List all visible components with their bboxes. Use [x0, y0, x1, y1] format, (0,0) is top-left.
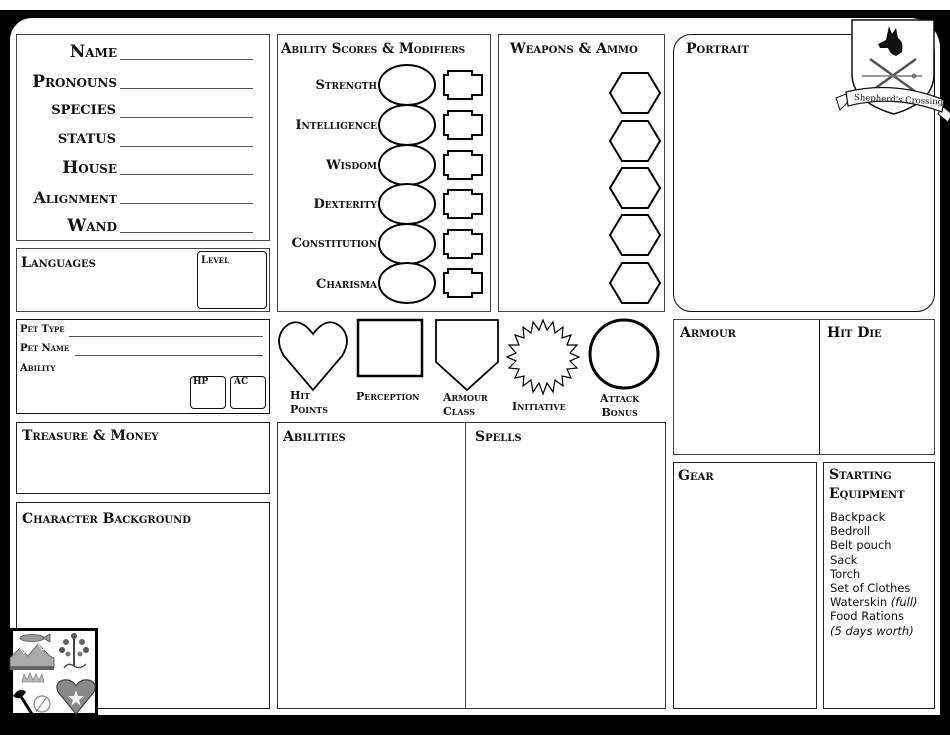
- hit-points-label-line2: Points: [290, 403, 329, 416]
- alignment-label: Alignment: [33, 188, 117, 207]
- species-label: SPECIES: [51, 103, 116, 118]
- equipment-item: Food Rations: [830, 609, 905, 624]
- treasure-title: Treasure & Money: [22, 428, 159, 444]
- initiative-starburst-icon[interactable]: [507, 320, 579, 394]
- attack-bonus-label-line1: Attack: [600, 392, 640, 405]
- equipment-item: Torch: [830, 566, 861, 581]
- portrait-title: Portrait: [686, 41, 750, 57]
- constitution-score-oval[interactable]: [379, 224, 435, 264]
- equipment-item: (5 days worth): [830, 623, 914, 638]
- status-field[interactable]: [120, 146, 253, 147]
- equipment-item: Waterskin (full): [830, 595, 918, 610]
- wisdom-label: Wisdom: [326, 158, 377, 173]
- ability-scores-title: Ability Scores & Modifiers: [281, 41, 466, 57]
- weapons-title: Weapons & Ammo: [510, 41, 638, 57]
- level-label: Level: [201, 255, 230, 266]
- weapon-slot-4[interactable]: [610, 215, 660, 255]
- strength-score-oval[interactable]: [379, 65, 435, 105]
- initiative-label: Initiative: [512, 400, 566, 413]
- identity-panel: [16, 34, 270, 241]
- dexterity-modifier-box[interactable]: [444, 190, 482, 218]
- wisdom-modifier-box[interactable]: [444, 151, 482, 179]
- gear-panel[interactable]: [673, 462, 817, 709]
- pet-name-label: Pet Name: [20, 343, 70, 354]
- strength-modifier-box[interactable]: [444, 71, 482, 99]
- ability-score-shapes: [376, 62, 496, 322]
- background-title: Character Background: [22, 511, 191, 527]
- equipment-item: Bedroll: [830, 524, 871, 539]
- pronouns-field[interactable]: [120, 88, 253, 89]
- pet-ability-label: Ability: [20, 363, 56, 374]
- constitution-modifier-box[interactable]: [444, 230, 482, 258]
- weapon-slot-5[interactable]: [610, 263, 660, 303]
- armour-title: Armour: [680, 325, 736, 341]
- charisma-score-oval[interactable]: [379, 263, 435, 303]
- house-crest-icon: [834, 14, 950, 124]
- abilities-area[interactable]: [278, 423, 464, 708]
- pet-hp-label: HP: [193, 377, 209, 387]
- species-field[interactable]: [120, 117, 253, 118]
- starting-equipment-title-line1: Starting: [829, 467, 892, 483]
- spells-title: Spells: [475, 429, 522, 445]
- attack-bonus-label: [600, 392, 639, 420]
- name-label: Name: [69, 42, 117, 62]
- abilities-title: Abilities: [283, 429, 346, 445]
- dexterity-score-oval[interactable]: [379, 184, 435, 224]
- charisma-label: Charisma: [316, 277, 377, 292]
- weapon-slot-3[interactable]: [610, 168, 660, 208]
- perception-label: Perception: [356, 390, 420, 403]
- strength-label: Strength: [315, 78, 377, 93]
- hit-points-label: [290, 389, 328, 417]
- pronouns-label: Pronouns: [32, 72, 117, 92]
- gear-title: Gear: [678, 468, 714, 484]
- hit-die-title: Hit Die: [827, 325, 882, 341]
- spells-area[interactable]: [467, 423, 664, 708]
- starting-equipment-title-line2: Equipment: [829, 486, 905, 502]
- equipment-item: Sack: [830, 552, 858, 567]
- crest-banner-text: Shepherd's Crossing: [853, 92, 944, 108]
- pet-type-label: Pet Type: [20, 324, 65, 335]
- armour-class-label-line2: Class: [443, 405, 475, 418]
- hit-points-heart-icon[interactable]: [279, 322, 347, 390]
- house-emblems-icon: [10, 628, 98, 716]
- abilities-spells-divider: [465, 423, 466, 709]
- equipment-item: Backpack: [830, 510, 886, 524]
- equipment-item: Belt pouch: [830, 538, 892, 553]
- house-field[interactable]: [120, 174, 253, 175]
- wisdom-score-oval[interactable]: [379, 145, 435, 185]
- armour-class-label-line1: Armour: [443, 391, 488, 404]
- armour-hitdie-divider: [819, 320, 820, 454]
- pet-type-field[interactable]: [69, 336, 263, 337]
- status-label: STATUS: [57, 132, 116, 147]
- wand-field[interactable]: [120, 232, 253, 233]
- wand-label: Wand: [67, 216, 117, 236]
- constitution-label: Constitution: [291, 236, 377, 251]
- hit-points-label-line1: Hit: [290, 389, 311, 402]
- intelligence-modifier-box[interactable]: [444, 111, 482, 139]
- alignment-field[interactable]: [120, 203, 253, 204]
- armour-class-shield-icon[interactable]: [436, 320, 498, 390]
- attack-bonus-circle[interactable]: [590, 320, 658, 388]
- weapon-slot-2[interactable]: [610, 121, 660, 161]
- starting-equipment-list: [830, 510, 918, 638]
- pet-name-field[interactable]: [75, 355, 263, 356]
- equipment-item: Set of Clothes: [830, 581, 911, 596]
- charisma-modifier-box[interactable]: [444, 269, 482, 297]
- starting-equipment-title: [829, 466, 905, 504]
- weapon-hexagons: [607, 72, 667, 312]
- armour-class-label: [443, 391, 488, 419]
- perception-square[interactable]: [358, 320, 422, 376]
- attack-bonus-label-line2: Bonus: [601, 406, 638, 419]
- weapon-slot-1[interactable]: [610, 73, 660, 113]
- house-emblems: [10, 628, 98, 716]
- languages-title: Languages: [21, 255, 96, 271]
- house-label: House: [62, 158, 117, 178]
- pet-ac-label: AC: [234, 377, 249, 387]
- name-field[interactable]: [120, 59, 253, 60]
- intelligence-label: Intelligence: [295, 118, 377, 133]
- intelligence-score-oval[interactable]: [379, 105, 435, 145]
- dexterity-label: Dexterity: [313, 197, 377, 212]
